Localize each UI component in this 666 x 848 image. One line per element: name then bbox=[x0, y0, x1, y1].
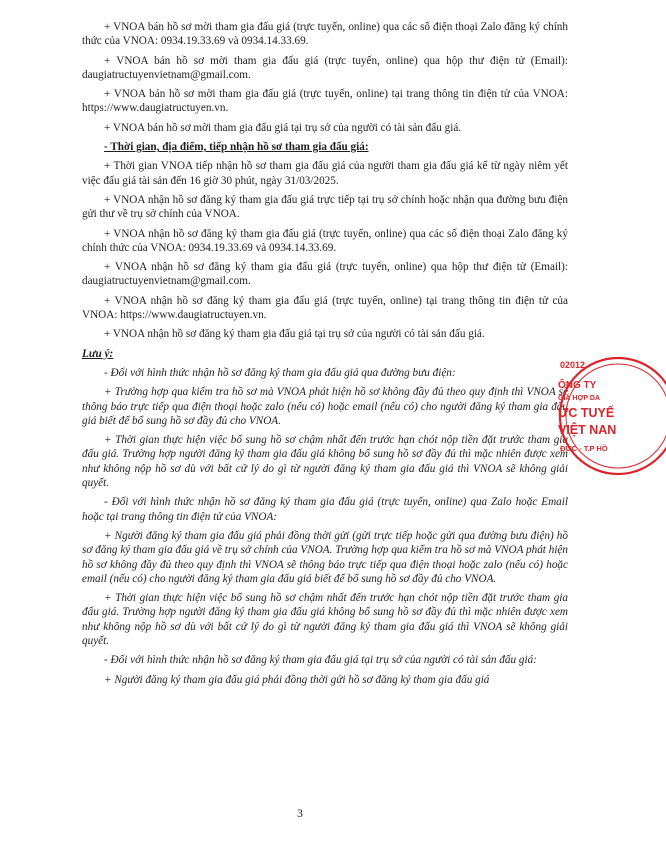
note-paragraph: + Thời gian thực hiện việc bổ sung hồ sơ chậm nhất đến trước hạn chót nộp tiền đặt trước tham gia đấu giá. Trường hợp người đăng ký tham gia đấu giá không bổ sung hồ sơ đầy đủ thì mặc nhiên được xem như không nộp hồ sơ dù với bất cứ lý do gì từ người đăng ký tham gia đấu giá thì VNOA sẽ không giải quyết. bbox=[82, 434, 568, 490]
note-paragraph: - Đối với hình thức nhận hồ sơ đăng ký tham gia đấu giá (trực tuyến, online) qua Zalo hoặc Email hoặc tại trang thông tin điện tử của VNOA: bbox=[82, 496, 568, 523]
paragraph: + VNOA nhận hồ sơ đăng ký tham gia đấu giá (trực tuyến, online) qua hộp thư điện tử (Email): daugiatructuyenvietnam@gmail.com. bbox=[82, 261, 568, 288]
svg-text:VIỆT NAN: VIỆT NAN bbox=[558, 423, 617, 437]
svg-text:ĐỨC - T.P HỒ: ĐỨC - T.P HỒ bbox=[560, 444, 608, 453]
svg-text:ỨC TUYẾ: ỨC TUYẾ bbox=[558, 406, 615, 420]
paragraph: + VNOA nhận hồ sơ đăng ký tham gia đấu giá tại trụ sở của người có tài sản đấu giá. bbox=[104, 328, 485, 341]
paragraph: + VNOA nhận hồ sơ đăng ký tham gia đấu giá (trực tuyến, online) tại trang thông tin điện tử của VNOA: https://www.daugiatructuyen.vn. bbox=[82, 294, 568, 322]
paragraph: + VNOA bán hồ sơ mời tham gia đấu giá (trực tuyến, online) tại trang thông tin điện tử của VNOA: https://www.daugiatructuyen.vn. bbox=[82, 88, 568, 115]
paragraph: + VNOA bán hồ sơ mời tham gia đấu giá tại trụ sở của người có tài sản đấu giá. bbox=[104, 121, 462, 134]
company-seal bbox=[556, 354, 666, 484]
paragraph: + VNOA nhận hồ sơ đăng ký tham gia đấu giá (trực tuyến, online) qua các số điện thoại Zalo đăng ký chính thức của VNOA: 0934.19.33.69 và 0934.14.33.69. bbox=[82, 227, 568, 254]
note-paragraph: + Thời gian thực hiện việc bổ sung hồ sơ chậm nhất đến trước hạn chót nộp tiền đặt trước tham gia đấu giá. Trường hợp người đăng ký tham gia đấu giá không bổ sung hồ sơ đầy đủ thì mặc nhiên được xem như không nộp hồ sơ dù với bất cứ lý do gì từ người đăng ký tham gia đấu giá thì VNOA sẽ không giải quyết. bbox=[82, 592, 568, 647]
section-heading-text: - Thời gian, địa điểm, tiếp nhận hồ sơ tham gia đấu giá: bbox=[104, 141, 369, 154]
section-heading bbox=[82, 140, 568, 154]
svg-text:02012: 02012 bbox=[560, 360, 586, 370]
paragraph: + VNOA nhận hồ sơ đăng ký tham gia đấu giá trực tiếp tại trụ sở chính hoặc nhận qua đường bưu điện gửi thư về trụ sở chính của VNOA. bbox=[82, 193, 568, 221]
note-paragraph: + Trường hợp qua kiểm tra hồ sơ mà VNOA phát hiện hồ sơ không đầy đủ theo quy định thì VNOA sẽ thông báo trực tiếp qua điện thoại hoặc zalo (nếu có) hoặc email (nếu có) cho người đăng ký tham gia đấu giá biết để bổ sung hồ sơ đầy đủ cho VNOA. bbox=[82, 386, 568, 427]
note-paragraph: + Người đăng ký tham gia đấu giá phải đồng thời gửi (gửi trực tiếp hoặc gửi qua đường bưu điện) hồ sơ đăng ký tham gia đấu giá về trụ sở chính của VNOA. Trường hợp qua kiểm tra hồ sơ mà VNOA phát hiện hồ sơ không đầy đủ theo quy định thì VNOA sẽ thông báo trực tiếp qua điện thoại hoặc zalo (nếu có) hoặc email (nếu có) cho người đăng ký tham gia đấu giá biết để bổ sung hồ sơ đầy đủ cho VNOA. bbox=[82, 529, 568, 585]
note-paragraph: + Người đăng ký tham gia đấu giá phải đồng thời gửi hồ sơ đăng ký tham gia đấu giá bbox=[104, 673, 490, 686]
paragraph: + VNOA bán hồ sơ mời tham gia đấu giá (trực tuyến, online) qua hộp thư điện tử (Email): daugiatructuyenvietnam@gmail.com. bbox=[82, 54, 568, 81]
svg-text:ÔNG TY: ÔNG TY bbox=[558, 380, 597, 391]
svg-text:GIÁ HỢP DA: GIÁ HỢP DA bbox=[558, 395, 601, 402]
note-paragraph: - Đối với hình thức nhận hồ sơ đăng ký tham gia đấu giá tại trụ sở của người có tài sản đấu giá: bbox=[104, 654, 537, 667]
paragraph: + VNOA bán hồ sơ mời tham gia đấu giá (trực tuyến, online) qua các số điện thoại Zalo đăng ký chính thức của VNOA: 0934.19.33.69 và 0934.14.33.69. bbox=[82, 21, 568, 48]
page-number: 3 bbox=[297, 808, 303, 820]
note-title-text: Lưu ý: bbox=[82, 347, 114, 360]
note-paragraph: - Đối với hình thức nhận hồ sơ đăng ký tham gia đấu giá qua đường bưu điện: bbox=[104, 366, 456, 379]
note-title bbox=[82, 347, 568, 361]
paragraph: + Thời gian VNOA tiếp nhận hồ sơ tham gia đấu giá của người tham gia đấu giá kể từ ngày niêm yết việc đấu giá tài sản đến 16 giờ 30 phút, ngày 31/03/2025. bbox=[82, 160, 568, 187]
document-body bbox=[82, 20, 568, 692]
